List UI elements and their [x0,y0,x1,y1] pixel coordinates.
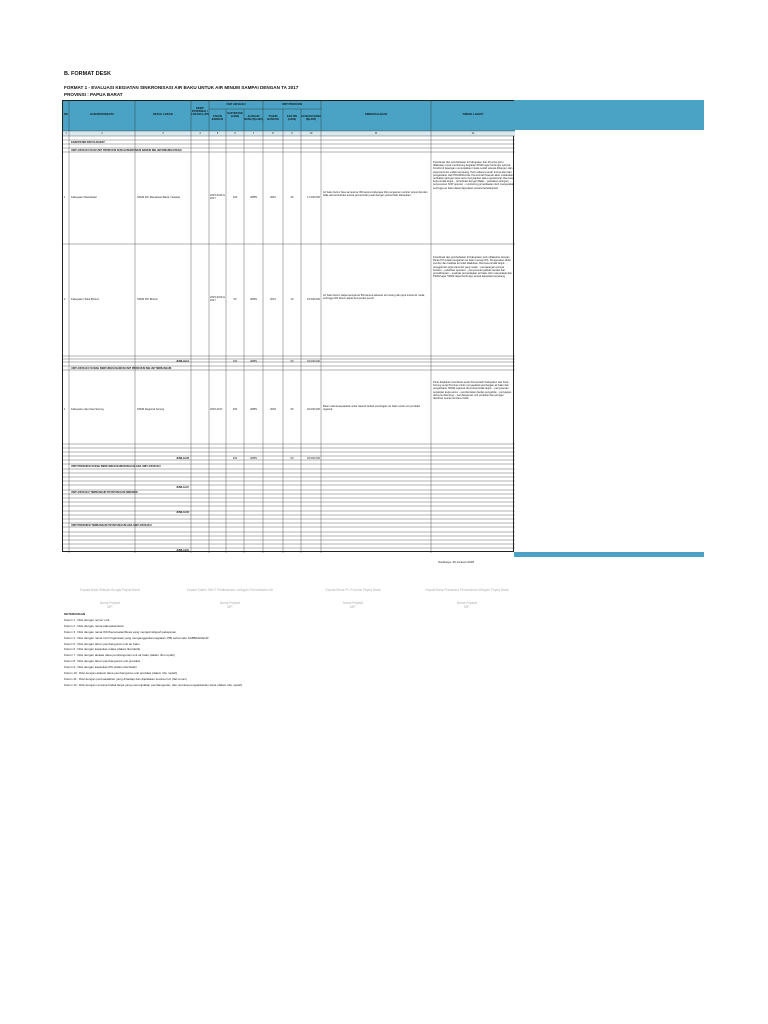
total-kap-intake: 150 [232,360,238,363]
col-header-unit-produksi: UNIT PRODUKSI [281,103,303,106]
province-label: PROVINSI : PAPUA BARAT [64,92,123,97]
col-header-tahun-bangun-1: TAHUN BANGUN [211,115,224,121]
note-item: Kolom 2 : Diisi dengan nama kabupaten/kota [64,623,124,628]
col-number: 2 [101,132,103,135]
lokasi-cell: SPAM IKK Manokwari Barat / Selatan [137,196,181,199]
tahun-bangun-cell: 2013 [270,298,276,301]
section-label-a: KABUPATEN PAPUA BARAT [71,141,105,144]
col-header-alokasi-dana-2: ALOKASI DANA (Rp.000) [301,115,321,121]
kabupaten-cell: Kabupaten Manokwari [71,196,97,199]
kap-ipa-cell: 50 [290,408,294,411]
col-number: 1 [65,132,67,135]
section-heading: B. FORMAT DESK [64,71,111,77]
total-alokasi-dana: 32.000.000 [307,360,320,363]
kap-ipa-cell: 10 [290,298,294,301]
note-item: Kolom 7 : Diisi dengan alokasi dana pembangunan unit air baku (dalam ribu rupiah) [64,653,175,658]
col-header-detail: DETAIL LOKASI [153,113,173,116]
total-kap-ipa: 50 [290,457,294,460]
col-header-tindak-lanjut: TINDAK LANJUT [462,113,484,116]
note-item: Kolom 1 : Diisi dengan nomor urut [64,617,110,622]
col-number: 4 [199,132,201,135]
section-label-2: UNIT AIR BAKU SUDAH BERFUNGSI NAMUN UNIT PRODUKSI BELUM TERBANGUN [71,367,172,370]
alokasi-dana-cell: 17.000.000 [307,196,320,199]
alokasi-dana-cell: 15.000.000 [307,298,320,301]
total-alokasi-dana: APBN [249,360,258,363]
kap-intake-cell: 200 [232,408,238,411]
section-label-4: UNIT AIR BAKU TERBANGUN TETAPI BELUM SINKRON [71,491,138,494]
footer-band-extension [514,552,704,557]
col-header-kap-ipa: KAP IPA (L/Dtk) [286,115,298,121]
tahun-bangun-cell: 2016 [270,196,276,199]
col-number: 12 [471,132,475,135]
col-number: 7 [252,132,255,135]
total-kap-intake: 200 [232,457,238,460]
kabupaten-cell: Kabupaten dan Kota Sorong [71,408,104,411]
evaluation-table [62,100,514,552]
signature-block [175,588,285,609]
tahun-bangun-cell: 2015-2016 & 2017 [210,296,225,303]
note-item: Kolom 3 : Diisi dengan nama IKK/Kecamatan/Desa yang menjadi wilayah pelayanan [64,629,177,634]
tahun-bangun-cell: 2015-2017 [210,408,223,411]
notes-title: KETERANGAN [64,612,86,616]
total-label: JUMLAH A [176,360,189,363]
tindak-lanjut-cell: Koordinasi dan pembahasan di Kabupaten dan Provinsi perlu dilakukan untuk mendukung kegiatan SPAM agar berfungsi optimal. Kondisi di lapangan menunjukkan intake sudah selesai dibangun dan pipa transmisi sudah terpasang. Perlu adanya serah terima aset dan pengelolaan oleh PDAM/Pemda. Pemerintah Daerah akan melakukan perbaikan jaringan pipa serta menyiapkan dana operasional. Rencana kerja tindak lanjut: - koordinasi dengan Balai; - perbaikan jaringan; - penyusunan SOP operasi; - monitoring pemanfaatan oleh masyarakat sehingga air baku dapat digunakan secara berkelanjutan. [433,161,514,190]
tahun-bangun-cell: 2018 [270,408,276,411]
total-alokasi-dana: 20.000.000 [307,457,320,460]
note-item: Kolom 10 : Diisi dengan alokasi dana pembangunan unit produksi (dalam ribu rupiah) [64,671,178,676]
row-number: 2 [64,298,66,301]
signature-name: Nama Pejabat [99,601,121,605]
alokasi-dana-cell: APBN [249,196,258,199]
signature-name: Nama Pejabat [219,601,241,605]
notes-block [64,612,242,689]
note-item: Kolom 12 : Diisi dengan rencana tindak lanjut yang menunjukkan pembangunan, dan rencana pengalokasian dana (dalam ribu rupiah) [64,682,243,687]
section-label-3: UNIT PRODUKSI SUDAH BERFUNGSI NAMUN BELUM ADA UNIT AIR BAKU [71,465,161,468]
signature-name: Nama Pejabat [456,601,478,605]
col-number: 6 [234,132,236,135]
signature-nip: NIP. [107,605,113,609]
signature-nip: NIP. [350,605,356,609]
signature-block [412,588,522,609]
total-label: JUMLAH E [176,549,189,552]
signature-role: Kepala Balai Prasarana Permukiman Wilayah Papua Barat [425,588,509,592]
col-number: 10 [309,132,313,135]
col-header-kap-intake: KAP INTAKE (L/Dtk) [227,112,243,118]
note-item: Kolom 8 : Diisi dengan tahun pembangunan unit produksi [64,659,141,664]
format-title: FORMAT 1 - EVALUASI KEGIATAN SINKRONISASI AIR BAKU UNTUK AIR MINUM SAMPAI DENGAN TA 2017 [64,85,299,90]
signature-nip: NIP. [464,605,470,609]
signature-role: Kepala Satker SNVT Pelaksanaan Jaringan Pemanfaatan Air [186,588,274,592]
col-header-kabupaten: KABUPATEN/KOTA [90,113,114,116]
signature-role: Kepala Balai Wilayah Sungai Papua Barat [80,588,140,592]
tindak-lanjut-cell: Perlu dilakukan koordinasi antar Pemerintah Kabupaten dan Kota Sorong serta Provinsi untuk menyepakati pembagian air baku dan pengelolaan SPAM regional. Rencana tindak lanjut: - penyusunan perjanjian kerja sama; - pembentukan badan pengelola; - penyiapan dana pendamping; - pembangunan unit produksi dan jaringan distribusi sesuai rencana induk. [433,381,512,401]
total-label: JUMLAH B [176,457,189,460]
tahun-bangun-cell: 2015-2016 & 2017 [210,194,225,201]
header-band-extension [514,100,704,130]
signature-name: Nama Pejabat [342,601,364,605]
col-number: 9 [291,132,293,135]
signature-block [298,588,408,609]
col-number: 5 [216,132,219,135]
note-item: Kolom 6 : Diisi dengan kapasitas intake (dalam liter/detik) [64,647,141,652]
row-number: 1 [64,196,66,199]
note-item: Kolom 9 : Diisi dengan kapasitas IPA (dalam liter/detik) [64,665,137,670]
note-item: Kolom 11 : Diisi dengan permasalahan yang dihadapi dan dijelaskan secara rinci (hal umum) [64,676,188,681]
note-item: Kolom 4 : Diisi dengan nama Unit Organisasi yang menganggarkan kegiatan: PBI sebut satu SUBBAGKEUR [64,635,209,640]
alokasi-dana-cell: APBN [249,408,258,411]
col-number: 8 [272,132,274,135]
total-label: JUMLAH D [176,511,189,514]
col-number: 3 [162,132,164,135]
total-alokasi-dana: APBN [249,457,258,460]
place-date: Surabaya, 30 Januari 2018 [438,560,475,564]
lokasi-cell: SPAM Regional Sorong [137,408,165,411]
permasalahan-cell: Air baku belum bisa sampai ke IPA karena beberapa titik pengaman sumber tersumbat dan tidak ada koordinasi antara pemerintah pusat dengan pemerintah kabupaten. [323,191,428,198]
section-label-5: UNIT PRODUKSI TERBANGUN TETAPI BELUM ADA UNIT AIR BAKU [71,524,152,527]
alokasi-dana-cell: 20.000.000 [307,408,320,411]
signature-role: Kepala Dinas PU Provinsi Papua Barat [325,588,381,592]
col-header-debit: DEBIT POTENSIAL / LOKASI (L/DT) [191,107,210,116]
col-header-no: NO [64,113,68,116]
kap-intake-cell: 50 [233,298,237,301]
permasalahan-cell: Belum ada kesepakatan antar daerah terkait pembagian air baku untuk unit produksi regional. [323,405,421,412]
permasalahan-cell: Air baku belum dapat sampai ke IPA karena tekanan air kurang dan pipa transmisi rusak, sehingga IPA belum dapat beroperasi penuh. [323,294,426,301]
col-header-tahun-bangun-2: TAHUN BANGUN [267,115,279,121]
alokasi-dana-cell: APBN [249,298,258,301]
total-kap-ipa: 50 [290,360,294,363]
kabupaten-cell: Kabupaten Teluk Bintuni [71,298,99,301]
col-number: 11 [374,132,378,135]
col-header-unit-air-baku: UNIT AIR BAKU [226,103,246,106]
kap-ipa-cell: 40 [290,196,294,199]
kap-intake-cell: 100 [232,196,238,199]
col-header-alokasi-dana-1: ALOKASI DANA (Rp.000) [244,115,263,121]
tindak-lanjut-cell: Koordinasi dan pembahasan di Kabupaten perlu dilakukan dengan Dinas PU terkait pengaliran air baku menuju IPA. Pengecekan debit sumber dan kualitas air telah dilakukan. Rencana tindak lanjut: - penggantian pipa transmisi yang rusak; - pemasangan pompa booster; - pelatihan operator; - penyusunan jadwal operasi dan pemeliharaan; - evaluasi pemanfaatan air baku oleh masyarakat dan PDAM agar SPAM dapat berfungsi sesuai kapasitas terpasang. [433,256,512,279]
col-header-permasalahan: PERMASALAHAN [364,113,388,116]
lokasi-cell: SPAM IKK Bintuni [137,298,158,301]
signature-block [55,588,165,609]
note-item: Kolom 5 : Diisi dengan tahun pembangunan unit air baku [64,641,140,646]
row-number: 1 [64,408,66,411]
signature-nip: NIP. [227,605,233,609]
section-label-1: UNIT AIR BAKU DAN UNIT PRODUKSI SUDAH BERFUNGSI NAMUN BELUM DIMANFAATKAN [71,149,182,152]
total-label: JUMLAH C [176,486,189,489]
